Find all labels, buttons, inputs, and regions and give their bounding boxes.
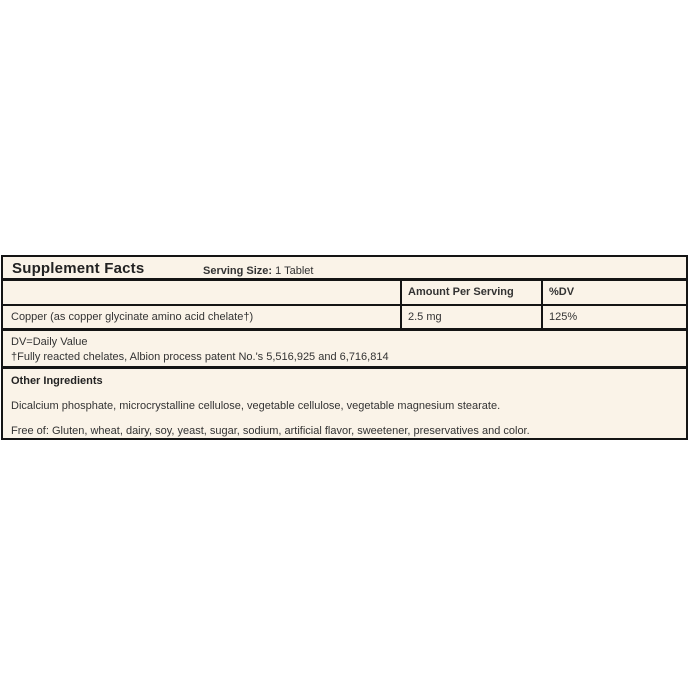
- column-header-row: [3, 281, 686, 306]
- free-of-statement: Free of: Gluten, wheat, dairy, soy, yeast, sugar, sodium, artificial flavor, sweetener, preservatives and color.: [11, 425, 530, 437]
- nutrient-name: Copper (as copper glycinate amino acid chelate†): [11, 310, 254, 323]
- column-header-amount: Amount Per Serving: [400, 281, 541, 304]
- serving-size-label: Serving Size:: [203, 265, 273, 277]
- footnote-section: [3, 331, 686, 369]
- footnote-chelates-patent: †Fully reacted chelates, Albion process patent No.'s 5,516,925 and 6,716,814: [11, 351, 389, 363]
- nutrient-dv: 125%: [541, 306, 686, 328]
- other-ingredients-section: [3, 369, 686, 438]
- serving-size: [203, 264, 313, 279]
- serving-size-value: 1 Tablet: [275, 265, 314, 277]
- label-title-row: [3, 257, 686, 281]
- other-ingredients-list: Dicalcium phosphate, microcrystalline cellulose, vegetable cellulose, vegetable magnesium stearate.: [11, 400, 501, 412]
- supplement-facts-label: [1, 255, 688, 440]
- column-header-dv: %DV: [541, 281, 686, 304]
- column-header-empty: [3, 281, 400, 304]
- nutrient-amount: 2.5 mg: [400, 306, 541, 328]
- other-ingredients-heading: Other Ingredients: [11, 375, 103, 387]
- table-row-copper: [3, 306, 686, 331]
- label-title: Supplement Facts: [12, 260, 145, 277]
- footnote-dv-definition: DV=Daily Value: [11, 336, 88, 348]
